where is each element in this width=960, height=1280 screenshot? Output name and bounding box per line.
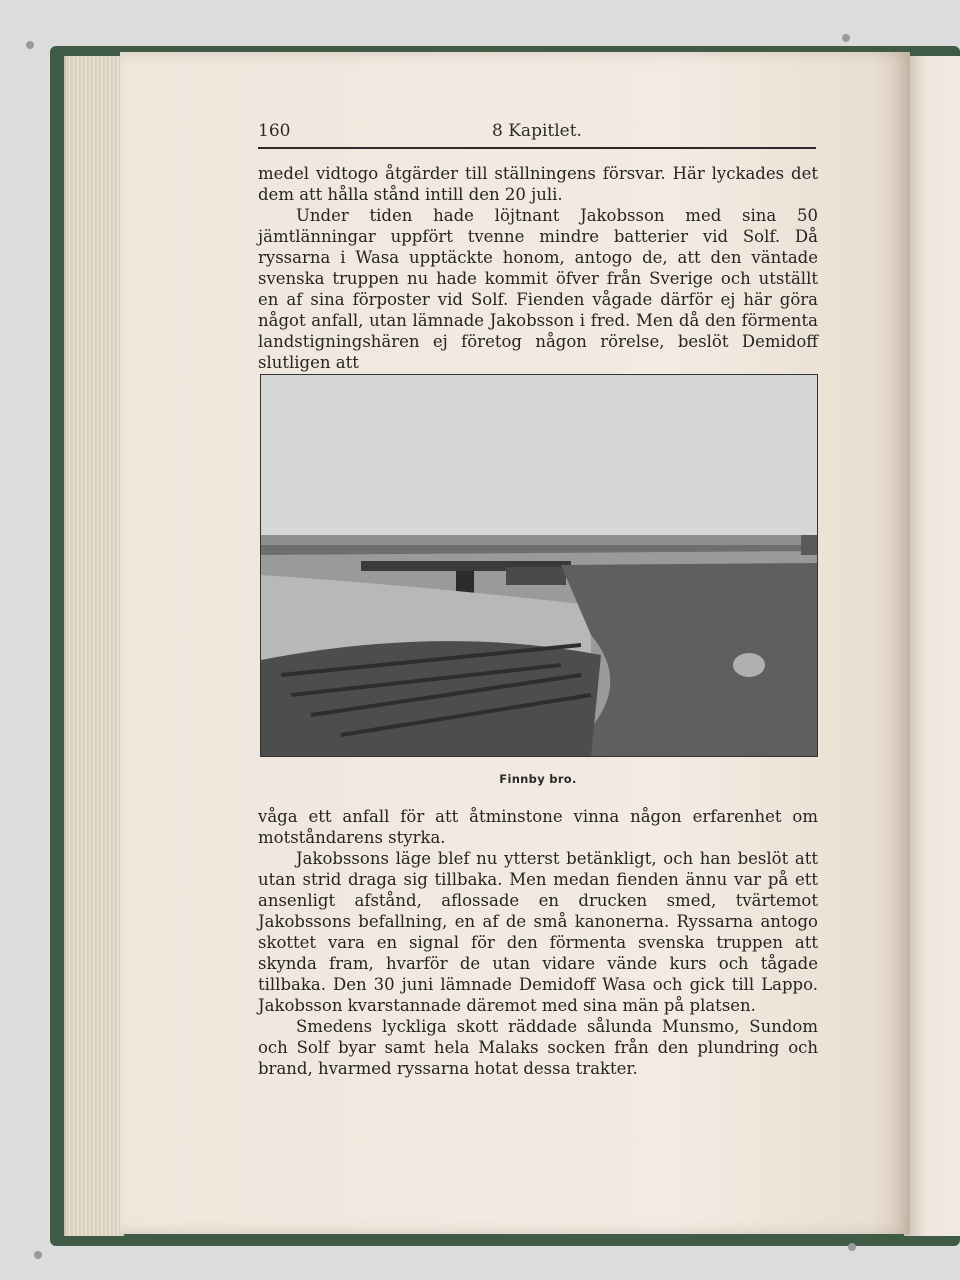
paragraph: Jakobssons läge blef nu ytterst betänkligt, och han beslöt att utan strid draga sig tillbaka. Men medan fienden ännu var på ett ansenligt afstånd, aflossade en drucken smed, tvärtemot Jakobssons befallning, en af de små kanonerna. Ryssarna antogo skottet vara en signal för den förmenta svenska truppen att skynda fram, hvarför de utan vidare vände kurs och tågade tillbaka. Den 30 juni lämnade Demidoff Wasa och gick till Lappo. Jakobsson kvarstannade däremot med sina män på platsen. <box>258 849 818 1015</box>
corner-pin <box>34 1251 42 1259</box>
facing-page-edge <box>904 56 960 1236</box>
corner-pin <box>26 41 34 49</box>
figure-photo <box>260 374 818 757</box>
body-text-bottom <box>258 806 818 1079</box>
paragraph: Smedens lyckliga skott räddade sålunda Munsmo, Sundom och Solf byar samt hela Malaks socken från den plundring och brand, hvarmed ryssarna hotat dessa trakter. <box>258 1017 818 1078</box>
corner-pin <box>848 1243 856 1251</box>
paragraph: medel vidtogo åtgärder till ställningens försvar. Här lyckades det dem att hålla stånd intill den 20 juli. <box>258 164 818 204</box>
page-edges <box>64 56 124 1236</box>
figure-caption: Finnby bro. <box>499 772 577 786</box>
page-number: 160 <box>258 121 291 141</box>
paragraph: Under tiden hade löjtnant Jakobsson med sina 50 jämtlänningar uppfört tvenne mindre batterier vid Solf. Då ryssarna i Wasa upptäckte honom, antogo de, att den väntade svenska truppen nu hade kommit öfver från Sverige och utställt en af sina förposter vid Solf. Fienden vågade därför ej här göra något anfall, utan lämnade Jakobsson i fred. Men då den förmenta landstigningshären ej företog någon rörelse, beslöt Demidoff slutligen att <box>258 206 818 372</box>
corner-pin <box>842 34 850 42</box>
chapter-title: 8 Kapitlet. <box>492 121 582 141</box>
body-text-top <box>258 163 818 373</box>
paragraph: våga ett anfall för att åtminstone vinna någon erfarenhet om motståndarens styrka. <box>258 807 818 847</box>
header-rule <box>258 147 816 149</box>
running-header <box>258 121 816 147</box>
